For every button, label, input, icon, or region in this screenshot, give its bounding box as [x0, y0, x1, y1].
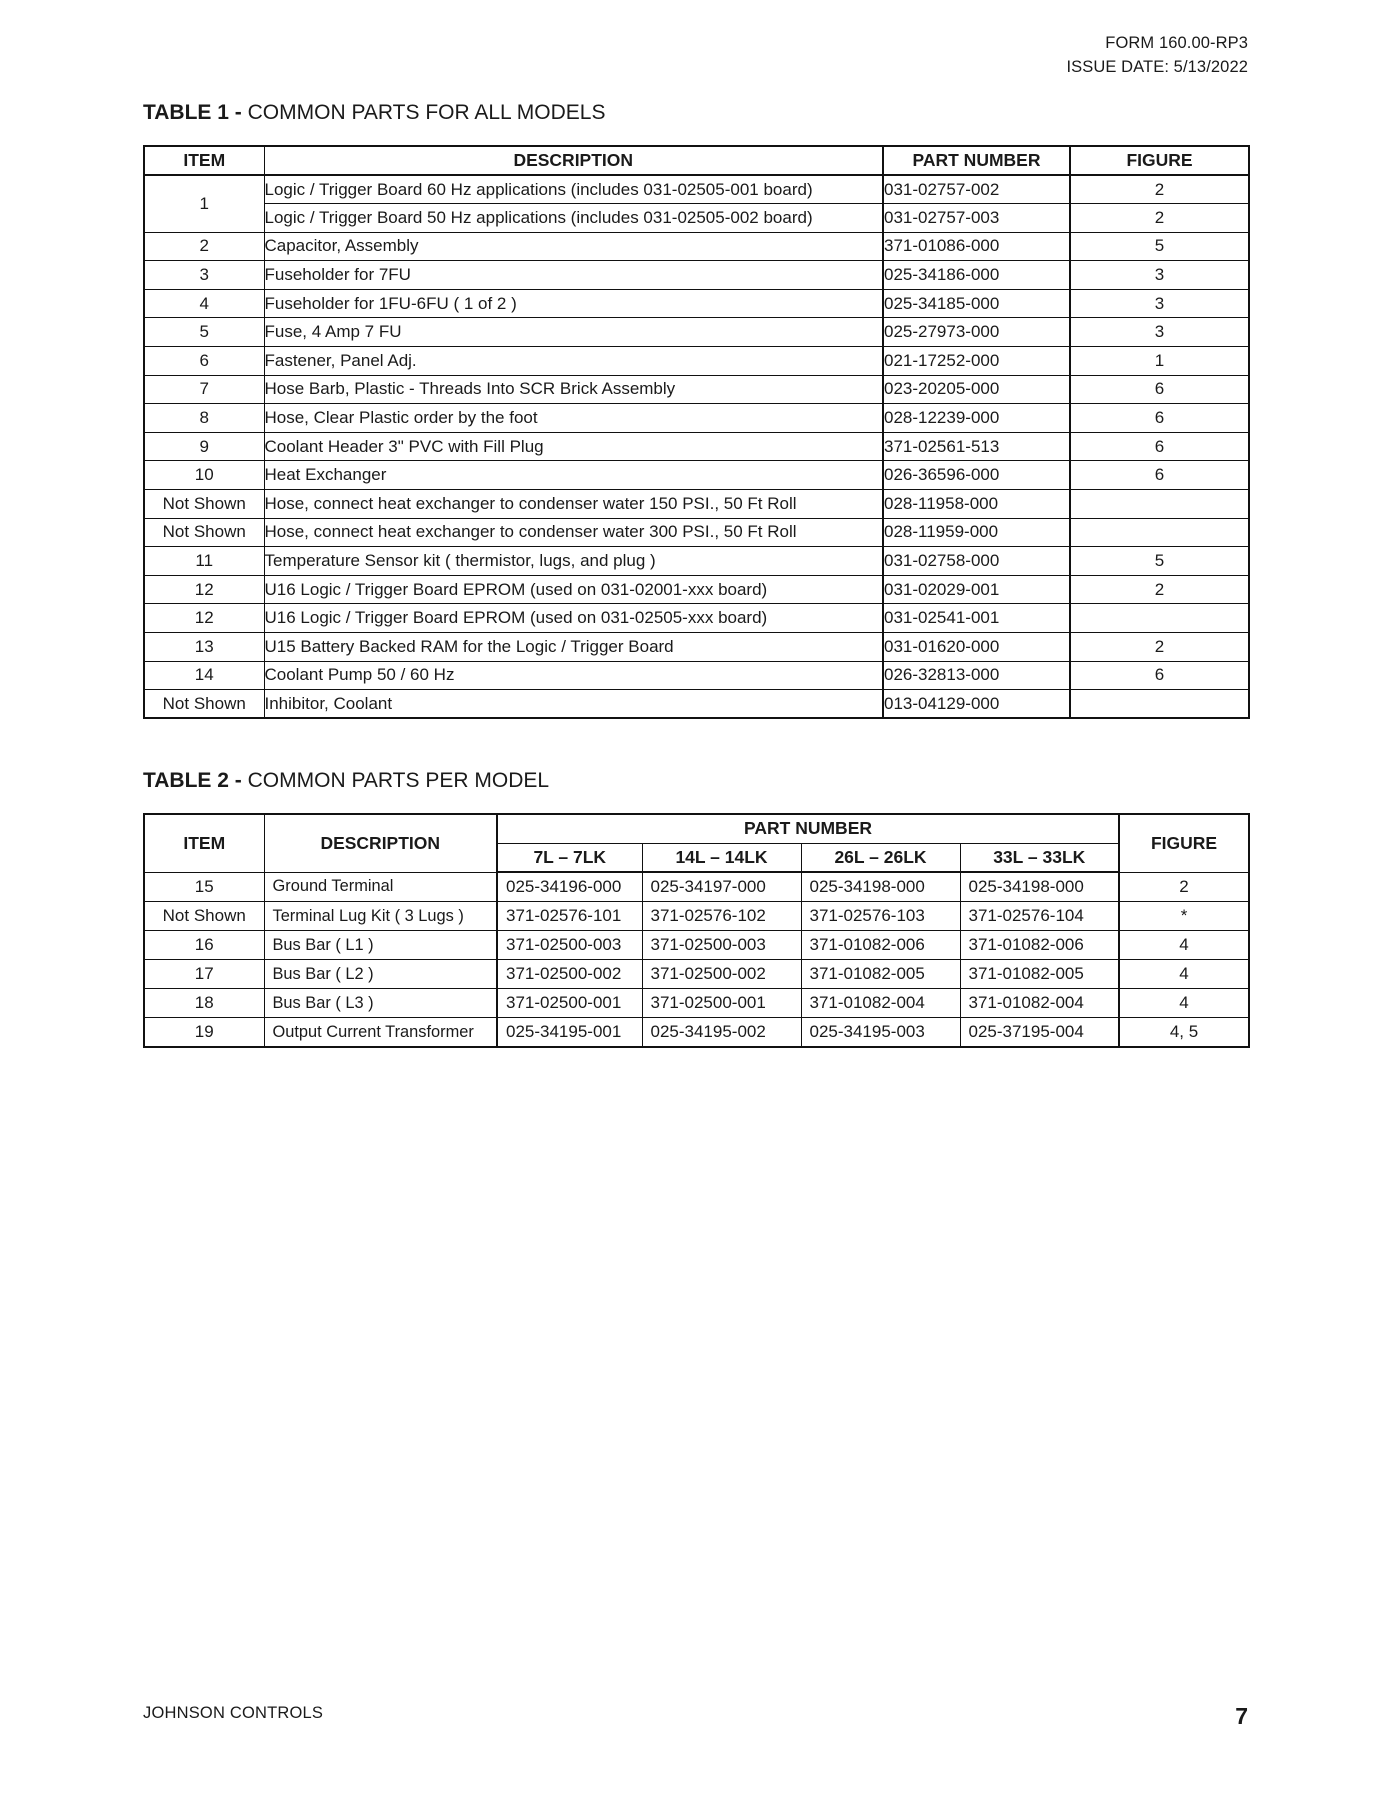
table-row — [144, 931, 1249, 960]
table-row — [144, 490, 1249, 519]
table2-title-text: COMMON PARTS PER MODEL — [247, 769, 550, 792]
table-row — [144, 872, 1249, 902]
cell-figure: 3 — [1070, 261, 1249, 290]
table1-col-figure: FIGURE — [1070, 146, 1249, 175]
table-row — [144, 518, 1249, 547]
cell-item: 12 — [144, 575, 264, 604]
cell-part-number: 028-12239-000 — [883, 404, 1070, 433]
cell-item: 7 — [144, 375, 264, 404]
cell-description: Hose, connect heat exchanger to condenser water 150 PSI., 50 Ft Roll — [264, 490, 883, 519]
table1-col-item: ITEM — [144, 146, 264, 175]
cell-part-number: 031-01620-000 — [883, 633, 1070, 662]
cell-figure: * — [1119, 902, 1249, 931]
cell-item: 13 — [144, 633, 264, 662]
cell-part-number: 025-34185-000 — [883, 289, 1070, 318]
table-row — [144, 261, 1249, 290]
table2-title — [143, 769, 549, 793]
cell-part-number-26l: 371-01082-005 — [801, 960, 960, 989]
table-row — [144, 902, 1249, 931]
cell-part-number-7l: 371-02500-003 — [497, 931, 642, 960]
cell-description: U16 Logic / Trigger Board EPROM (used on 031-02505-xxx board) — [264, 604, 883, 633]
cell-item: 6 — [144, 347, 264, 376]
cell-part-number-26l: 025-34195-003 — [801, 1018, 960, 1048]
cell-item: 2 — [144, 232, 264, 261]
cell-part-number: 025-34186-000 — [883, 261, 1070, 290]
cell-figure: 2 — [1070, 204, 1249, 233]
cell-item: 14 — [144, 661, 264, 690]
table-row — [144, 432, 1249, 461]
cell-item: Not Shown — [144, 902, 264, 931]
cell-part-number-14l: 371-02500-002 — [642, 960, 801, 989]
table1-title-label: TABLE 1 - — [143, 101, 248, 124]
table-common-parts-all-models — [143, 145, 1250, 719]
table-row — [144, 633, 1249, 662]
table1-col-description: DESCRIPTION — [264, 146, 883, 175]
table-row — [144, 960, 1249, 989]
cell-description: Inhibitor, Coolant — [264, 690, 883, 719]
cell-part-number-33l: 025-37195-004 — [960, 1018, 1119, 1048]
cell-item: Not Shown — [144, 518, 264, 547]
table2-col-item: ITEM — [144, 814, 264, 872]
table-row — [144, 989, 1249, 1018]
cell-figure: 1 — [1070, 347, 1249, 376]
table-row — [144, 318, 1249, 347]
cell-figure: 4, 5 — [1119, 1018, 1249, 1048]
cell-item: 3 — [144, 261, 264, 290]
cell-part-number-7l: 371-02500-001 — [497, 989, 642, 1018]
cell-part-number: 028-11958-000 — [883, 490, 1070, 519]
cell-part-number: 031-02541-001 — [883, 604, 1070, 633]
cell-description: Bus Bar ( L1 ) — [264, 931, 497, 960]
cell-item: 5 — [144, 318, 264, 347]
cell-part-number-26l: 371-01082-004 — [801, 989, 960, 1018]
cell-item: 4 — [144, 289, 264, 318]
cell-description: Fuse, 4 Amp 7 FU — [264, 318, 883, 347]
table2-col-figure: FIGURE — [1119, 814, 1249, 872]
cell-part-number: 028-11959-000 — [883, 518, 1070, 547]
cell-figure: 6 — [1070, 461, 1249, 490]
table-row — [144, 461, 1249, 490]
cell-figure: 6 — [1070, 661, 1249, 690]
cell-description: Bus Bar ( L2 ) — [264, 960, 497, 989]
table-row — [144, 375, 1249, 404]
cell-figure — [1070, 690, 1249, 719]
footer-page-number: 7 — [1235, 1703, 1248, 1729]
cell-figure: 2 — [1070, 633, 1249, 662]
cell-part-number-33l: 371-01082-005 — [960, 960, 1119, 989]
cell-description: Fuseholder for 1FU-6FU ( 1 of 2 ) — [264, 289, 883, 318]
cell-item: 19 — [144, 1018, 264, 1048]
cell-item: 17 — [144, 960, 264, 989]
cell-description: Heat Exchanger — [264, 461, 883, 490]
cell-part-number-26l: 025-34198-000 — [801, 872, 960, 902]
cell-description: Ground Terminal — [264, 872, 497, 902]
cell-item: 12 — [144, 604, 264, 633]
cell-item: 11 — [144, 547, 264, 576]
cell-description: Bus Bar ( L3 ) — [264, 989, 497, 1018]
table2-col-part-number-group: PART NUMBER — [497, 814, 1119, 843]
cell-part-number: 371-01086-000 — [883, 232, 1070, 261]
cell-description: Hose Barb, Plastic - Threads Into SCR Brick Assembly — [264, 375, 883, 404]
cell-part-number: 031-02029-001 — [883, 575, 1070, 604]
form-number: FORM 160.00-RP3 — [1105, 34, 1248, 52]
issue-date: ISSUE DATE: 5/13/2022 — [1066, 57, 1248, 76]
cell-part-number-26l: 371-01082-006 — [801, 931, 960, 960]
cell-item: 16 — [144, 931, 264, 960]
cell-figure: 6 — [1070, 432, 1249, 461]
table2-model-33l-33lk: 33L – 33LK — [960, 843, 1119, 872]
cell-part-number-14l: 371-02576-102 — [642, 902, 801, 931]
cell-part-number: 026-32813-000 — [883, 661, 1070, 690]
cell-part-number: 021-17252-000 — [883, 347, 1070, 376]
cell-item: 10 — [144, 461, 264, 490]
cell-description: Logic / Trigger Board 60 Hz applications (includes 031-02505-001 board) — [264, 175, 883, 204]
cell-part-number-26l: 371-02576-103 — [801, 902, 960, 931]
table1-title — [143, 101, 605, 125]
cell-figure: 3 — [1070, 318, 1249, 347]
cell-part-number-33l: 025-34198-000 — [960, 872, 1119, 902]
cell-description: Coolant Pump 50 / 60 Hz — [264, 661, 883, 690]
table-row — [144, 1018, 1249, 1048]
cell-item: Not Shown — [144, 490, 264, 519]
cell-part-number-7l: 025-34196-000 — [497, 872, 642, 902]
cell-part-number-7l: 371-02576-101 — [497, 902, 642, 931]
footer-company: JOHNSON CONTROLS — [143, 1704, 324, 1722]
table-row — [144, 204, 1249, 233]
cell-part-number: 013-04129-000 — [883, 690, 1070, 719]
cell-description: Capacitor, Assembly — [264, 232, 883, 261]
cell-figure: 4 — [1119, 989, 1249, 1018]
cell-figure — [1070, 604, 1249, 633]
cell-description: Coolant Header 3" PVC with Fill Plug — [264, 432, 883, 461]
cell-description: Fastener, Panel Adj. — [264, 347, 883, 376]
cell-item: 8 — [144, 404, 264, 433]
table-row — [144, 661, 1249, 690]
cell-figure: 6 — [1070, 375, 1249, 404]
table2-header-row-top — [144, 814, 1249, 843]
cell-part-number: 031-02757-002 — [883, 175, 1070, 204]
table1-title-text: COMMON PARTS FOR ALL MODELS — [247, 101, 606, 124]
table-row — [144, 289, 1249, 318]
table2-title-label: TABLE 2 - — [143, 769, 248, 792]
cell-figure: 2 — [1070, 175, 1249, 204]
table-row — [144, 175, 1249, 204]
cell-figure: 2 — [1070, 575, 1249, 604]
table-row — [144, 347, 1249, 376]
cell-part-number: 026-36596-000 — [883, 461, 1070, 490]
table2-model-26l-26lk: 26L – 26LK — [801, 843, 960, 872]
cell-part-number-33l: 371-01082-006 — [960, 931, 1119, 960]
cell-part-number-14l: 371-02500-003 — [642, 931, 801, 960]
document-header — [1066, 32, 1248, 80]
cell-part-number: 031-02758-000 — [883, 547, 1070, 576]
table-row — [144, 575, 1249, 604]
table-row — [144, 232, 1249, 261]
cell-description: Temperature Sensor kit ( thermistor, lugs, and plug ) — [264, 547, 883, 576]
cell-part-number: 371-02561-513 — [883, 432, 1070, 461]
cell-part-number-14l: 025-34195-002 — [642, 1018, 801, 1048]
cell-description: Terminal Lug Kit ( 3 Lugs ) — [264, 902, 497, 931]
table-row — [144, 690, 1249, 719]
cell-item: Not Shown — [144, 690, 264, 719]
cell-part-number-33l: 371-02576-104 — [960, 902, 1119, 931]
cell-part-number-33l: 371-01082-004 — [960, 989, 1119, 1018]
cell-description: Logic / Trigger Board 50 Hz applications (includes 031-02505-002 board) — [264, 204, 883, 233]
cell-figure: 4 — [1119, 931, 1249, 960]
cell-item: 9 — [144, 432, 264, 461]
cell-figure: 3 — [1070, 289, 1249, 318]
cell-figure: 5 — [1070, 547, 1249, 576]
table-row — [144, 547, 1249, 576]
cell-description: Fuseholder for 7FU — [264, 261, 883, 290]
cell-item: 1 — [144, 175, 264, 232]
cell-description: Hose, Clear Plastic order by the foot — [264, 404, 883, 433]
cell-part-number-7l: 025-34195-001 — [497, 1018, 642, 1048]
cell-description: Output Current Transformer — [264, 1018, 497, 1048]
cell-part-number-14l: 371-02500-001 — [642, 989, 801, 1018]
cell-figure — [1070, 490, 1249, 519]
cell-part-number: 025-27973-000 — [883, 318, 1070, 347]
table2-col-description: DESCRIPTION — [264, 814, 497, 872]
cell-description: U15 Battery Backed RAM for the Logic / Trigger Board — [264, 633, 883, 662]
cell-figure: 4 — [1119, 960, 1249, 989]
table-row — [144, 604, 1249, 633]
table-row — [144, 404, 1249, 433]
cell-part-number-7l: 371-02500-002 — [497, 960, 642, 989]
table-common-parts-per-model — [143, 813, 1250, 1048]
cell-item: 18 — [144, 989, 264, 1018]
cell-description: Hose, connect heat exchanger to condenser water 300 PSI., 50 Ft Roll — [264, 518, 883, 547]
cell-figure — [1070, 518, 1249, 547]
table2-model-14l-14lk: 14L – 14LK — [642, 843, 801, 872]
table1-col-part-number: PART NUMBER — [883, 146, 1070, 175]
cell-figure: 5 — [1070, 232, 1249, 261]
cell-item: 15 — [144, 872, 264, 902]
cell-part-number-14l: 025-34197-000 — [642, 872, 801, 902]
cell-part-number: 031-02757-003 — [883, 204, 1070, 233]
table2-model-7l-7lk: 7L – 7LK — [497, 843, 642, 872]
cell-figure: 2 — [1119, 872, 1249, 902]
cell-description: U16 Logic / Trigger Board EPROM (used on 031-02001-xxx board) — [264, 575, 883, 604]
cell-part-number: 023-20205-000 — [883, 375, 1070, 404]
table1-header-row — [144, 146, 1249, 175]
cell-figure: 6 — [1070, 404, 1249, 433]
